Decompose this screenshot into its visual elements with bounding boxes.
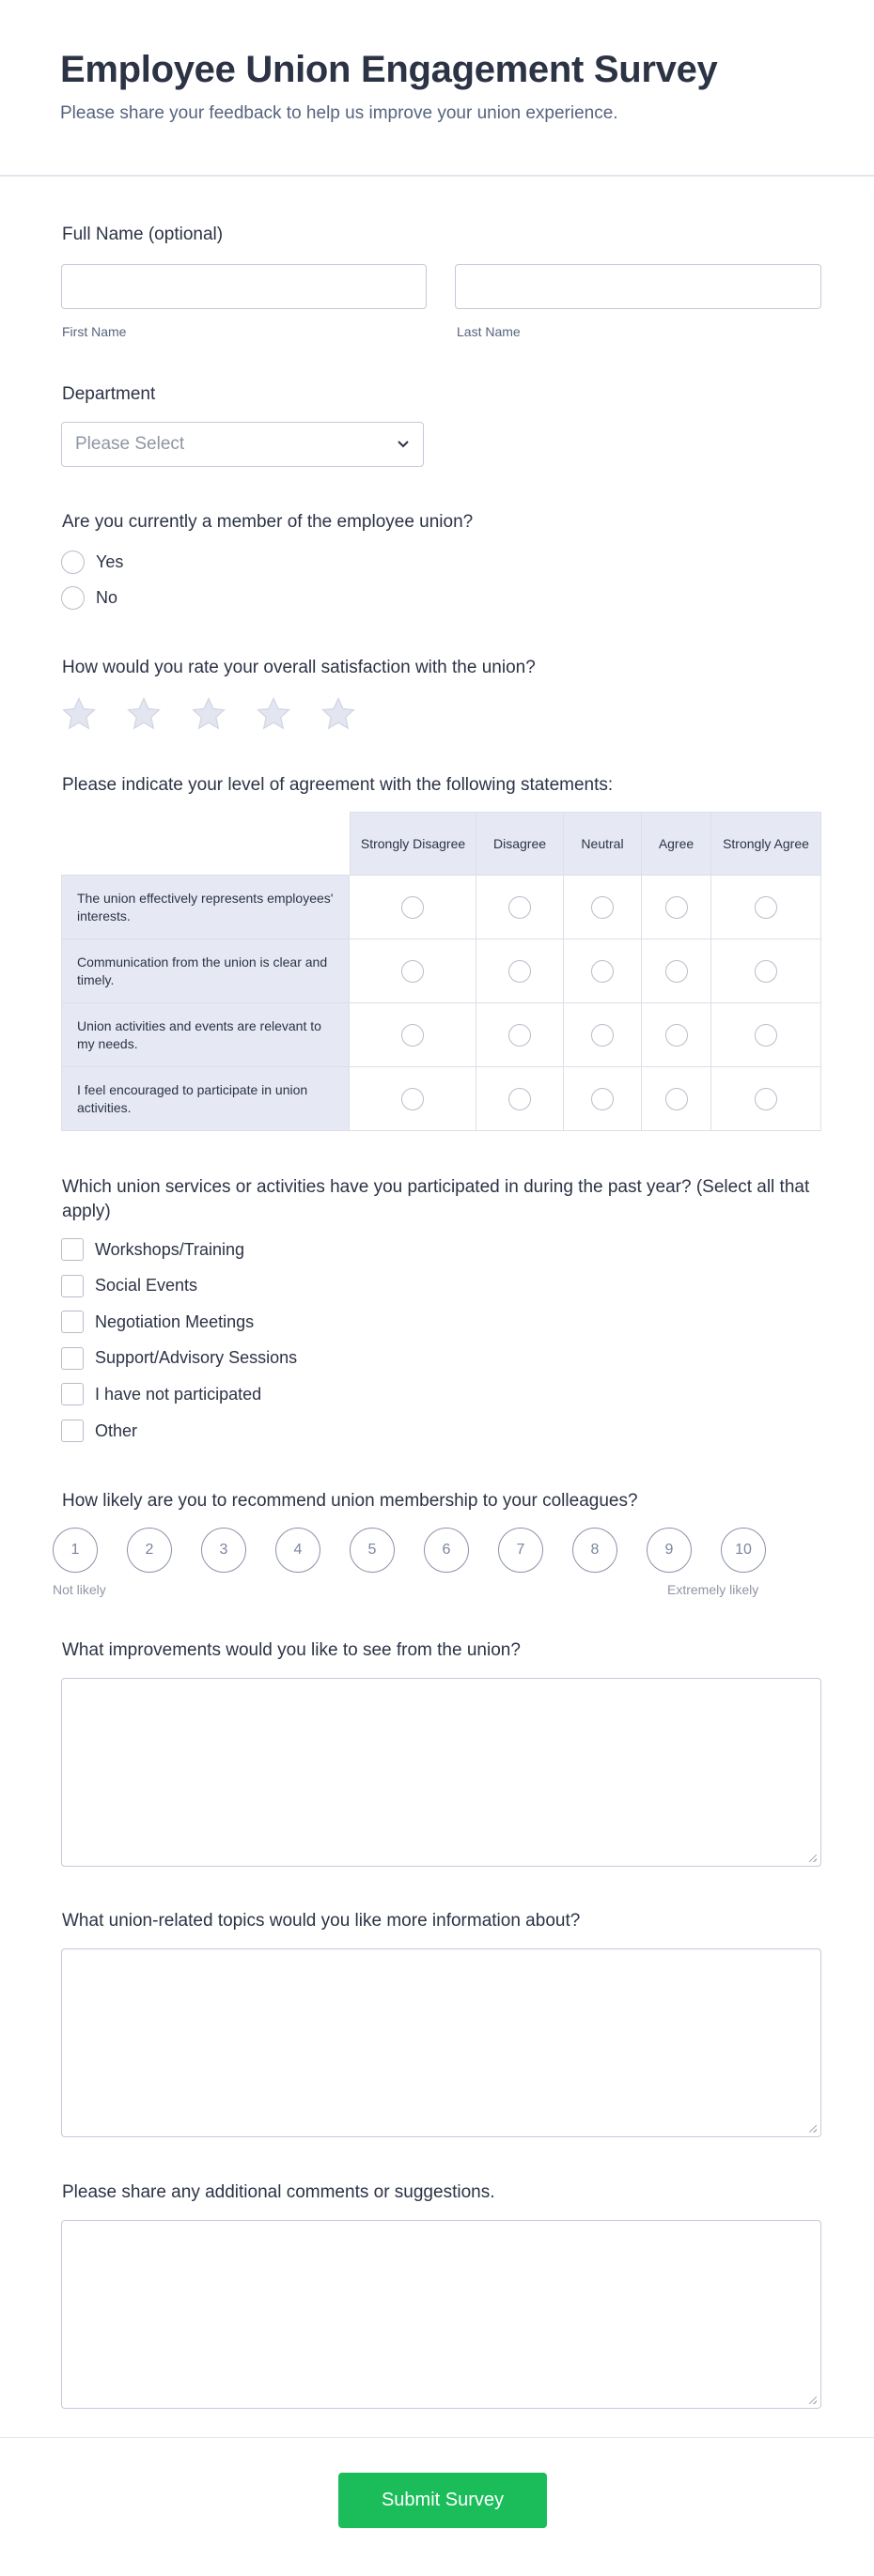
- chevron-down-icon: [397, 440, 410, 449]
- radio-button[interactable]: [591, 1088, 614, 1110]
- nps-low-label: Not likely: [53, 1582, 106, 1597]
- nps-option-9[interactable]: 9: [647, 1528, 692, 1573]
- matrix-cell[interactable]: [476, 1067, 564, 1131]
- matrix-cell[interactable]: [476, 876, 564, 939]
- checkbox[interactable]: [61, 1420, 84, 1442]
- matrix-row: [61, 876, 821, 939]
- resize-handle-icon[interactable]: [809, 2397, 817, 2404]
- matrix-question: Please indicate your level of agreement with the following statements:: [62, 775, 614, 795]
- nps-option-10[interactable]: 10: [721, 1528, 766, 1573]
- matrix-cell[interactable]: [642, 1003, 711, 1067]
- nps-high-label: Extremely likely: [667, 1582, 759, 1597]
- radio-button[interactable]: [755, 960, 777, 983]
- radio-button[interactable]: [665, 896, 688, 919]
- star-icon[interactable]: [191, 697, 226, 731]
- radio-button[interactable]: [401, 1088, 424, 1110]
- improvements-question: What improvements would you like to see from the union?: [62, 1640, 521, 1660]
- nps-option-2[interactable]: 2: [127, 1528, 172, 1573]
- matrix-cell[interactable]: [564, 939, 642, 1003]
- option-label: Yes: [96, 552, 124, 571]
- nps-option-6[interactable]: 6: [424, 1528, 469, 1573]
- matrix-cell[interactable]: [711, 876, 821, 939]
- radio-button[interactable]: [755, 896, 777, 919]
- radio-button[interactable]: [591, 1024, 614, 1047]
- membership-option-no[interactable]: [61, 586, 117, 610]
- improvements-textarea[interactable]: [61, 1678, 821, 1867]
- radio-button[interactable]: [665, 960, 688, 983]
- matrix-cell[interactable]: [564, 876, 642, 939]
- star-icon[interactable]: [256, 697, 291, 731]
- star-icon[interactable]: [126, 697, 162, 731]
- option-label: Other: [95, 1420, 138, 1440]
- resize-handle-icon[interactable]: [809, 2125, 817, 2133]
- nps-option-4[interactable]: 4: [275, 1528, 320, 1573]
- radio-button[interactable]: [755, 1088, 777, 1110]
- star-icon[interactable]: [320, 697, 356, 731]
- matrix-column-header: Disagree: [476, 812, 564, 876]
- matrix-cell[interactable]: [642, 1067, 711, 1131]
- matrix-row-label: I feel encouraged to participate in union activities.: [61, 1067, 350, 1131]
- last-name-sublabel: Last Name: [457, 324, 521, 339]
- radio-button[interactable]: [591, 960, 614, 983]
- department-placeholder: Please Select: [75, 434, 185, 454]
- star-icon[interactable]: [61, 697, 97, 731]
- page-subtitle: Please share your feedback to help us improve your union experience.: [60, 103, 618, 123]
- radio-button[interactable]: [508, 896, 531, 919]
- topics-textarea[interactable]: [61, 1948, 821, 2137]
- services-option[interactable]: [61, 1383, 261, 1405]
- checkbox[interactable]: [61, 1311, 84, 1333]
- header-divider: [0, 175, 874, 177]
- services-option[interactable]: [61, 1275, 197, 1297]
- radio-button[interactable]: [401, 896, 424, 919]
- matrix-row: [61, 1067, 821, 1131]
- matrix-row: [61, 1003, 821, 1067]
- option-label: Workshops/Training: [95, 1239, 245, 1259]
- matrix-cell[interactable]: [642, 939, 711, 1003]
- radio-button[interactable]: [401, 1024, 424, 1047]
- matrix-cell[interactable]: [350, 876, 476, 939]
- full-name-label: Full Name (optional): [62, 225, 224, 244]
- nps-option-1[interactable]: 1: [53, 1528, 98, 1573]
- radio-button[interactable]: [508, 1024, 531, 1047]
- submit-survey-button[interactable]: Submit Survey: [338, 2473, 547, 2528]
- checkbox[interactable]: [61, 1238, 84, 1261]
- matrix-cell[interactable]: [711, 1067, 821, 1131]
- radio-button[interactable]: [665, 1088, 688, 1110]
- services-option[interactable]: [61, 1311, 254, 1333]
- radio-button[interactable]: [591, 896, 614, 919]
- radio-button[interactable]: [508, 1088, 531, 1110]
- department-label: Department: [62, 384, 156, 404]
- radio-button[interactable]: [755, 1024, 777, 1047]
- services-option[interactable]: [61, 1420, 137, 1442]
- matrix-cell[interactable]: [711, 1003, 821, 1067]
- nps-scale: [53, 1528, 766, 1573]
- matrix-row: [61, 939, 821, 1003]
- radio-button[interactable]: [61, 586, 85, 610]
- matrix-column-header: Strongly Disagree: [350, 812, 476, 876]
- checkbox[interactable]: [61, 1347, 84, 1370]
- comments-question: Please share any additional comments or suggestions.: [62, 2182, 495, 2202]
- radio-button[interactable]: [401, 960, 424, 983]
- matrix-column-header: Strongly Agree: [711, 812, 821, 876]
- services-option[interactable]: [61, 1347, 297, 1370]
- option-label: I have not participated: [95, 1384, 262, 1404]
- matrix-row-label: Communication from the union is clear and timely.: [61, 939, 350, 1003]
- checkbox[interactable]: [61, 1275, 84, 1297]
- membership-question: Are you currently a member of the employee union?: [62, 512, 474, 532]
- nps-option-8[interactable]: 8: [572, 1528, 617, 1573]
- last-name-input[interactable]: [455, 264, 821, 309]
- nps-question: How likely are you to recommend union membership to your colleagues?: [62, 1491, 638, 1511]
- satisfaction-question: How would you rate your overall satisfaction with the union?: [62, 658, 536, 677]
- page-title: Employee Union Engagement Survey: [60, 49, 718, 90]
- radio-button[interactable]: [508, 960, 531, 983]
- department-select[interactable]: [61, 422, 424, 467]
- footer-divider: [0, 2437, 874, 2438]
- option-label: Negotiation Meetings: [95, 1311, 255, 1331]
- comments-textarea[interactable]: [61, 2220, 821, 2409]
- matrix-cell[interactable]: [350, 939, 476, 1003]
- resize-handle-icon[interactable]: [809, 1854, 817, 1862]
- matrix-corner: [61, 812, 350, 876]
- radio-button[interactable]: [665, 1024, 688, 1047]
- matrix-column-header: Agree: [642, 812, 711, 876]
- services-option[interactable]: [61, 1238, 244, 1261]
- checkbox[interactable]: [61, 1383, 84, 1405]
- option-label: No: [96, 588, 118, 607]
- star-rating[interactable]: [61, 697, 356, 731]
- matrix-cell[interactable]: [642, 876, 711, 939]
- nps-option-5[interactable]: 5: [350, 1528, 395, 1573]
- matrix-cell[interactable]: [564, 1067, 642, 1131]
- nps-option-3[interactable]: 3: [201, 1528, 246, 1573]
- radio-button[interactable]: [61, 551, 85, 574]
- first-name-sublabel: First Name: [62, 324, 127, 339]
- topics-question: What union-related topics would you like more information about?: [62, 1911, 581, 1931]
- membership-option-yes[interactable]: [61, 551, 123, 574]
- nps-option-7[interactable]: 7: [498, 1528, 543, 1573]
- matrix-cell[interactable]: [476, 939, 564, 1003]
- matrix-cell[interactable]: [350, 1067, 476, 1131]
- matrix-row-label: The union effectively represents employees' interests.: [61, 876, 350, 939]
- matrix-cell[interactable]: [711, 939, 821, 1003]
- matrix-row-label: Union activities and events are relevant to my needs.: [61, 1003, 350, 1067]
- agreement-matrix: [61, 812, 821, 1131]
- option-label: Support/Advisory Sessions: [95, 1348, 298, 1368]
- services-question: Which union services or activities have you participated in during the past year? (Select all that apply): [62, 1177, 810, 1221]
- matrix-cell[interactable]: [350, 1003, 476, 1067]
- option-label: Social Events: [95, 1276, 198, 1296]
- matrix-column-header: Neutral: [564, 812, 642, 876]
- first-name-input[interactable]: [61, 264, 427, 309]
- matrix-cell[interactable]: [564, 1003, 642, 1067]
- matrix-cell[interactable]: [476, 1003, 564, 1067]
